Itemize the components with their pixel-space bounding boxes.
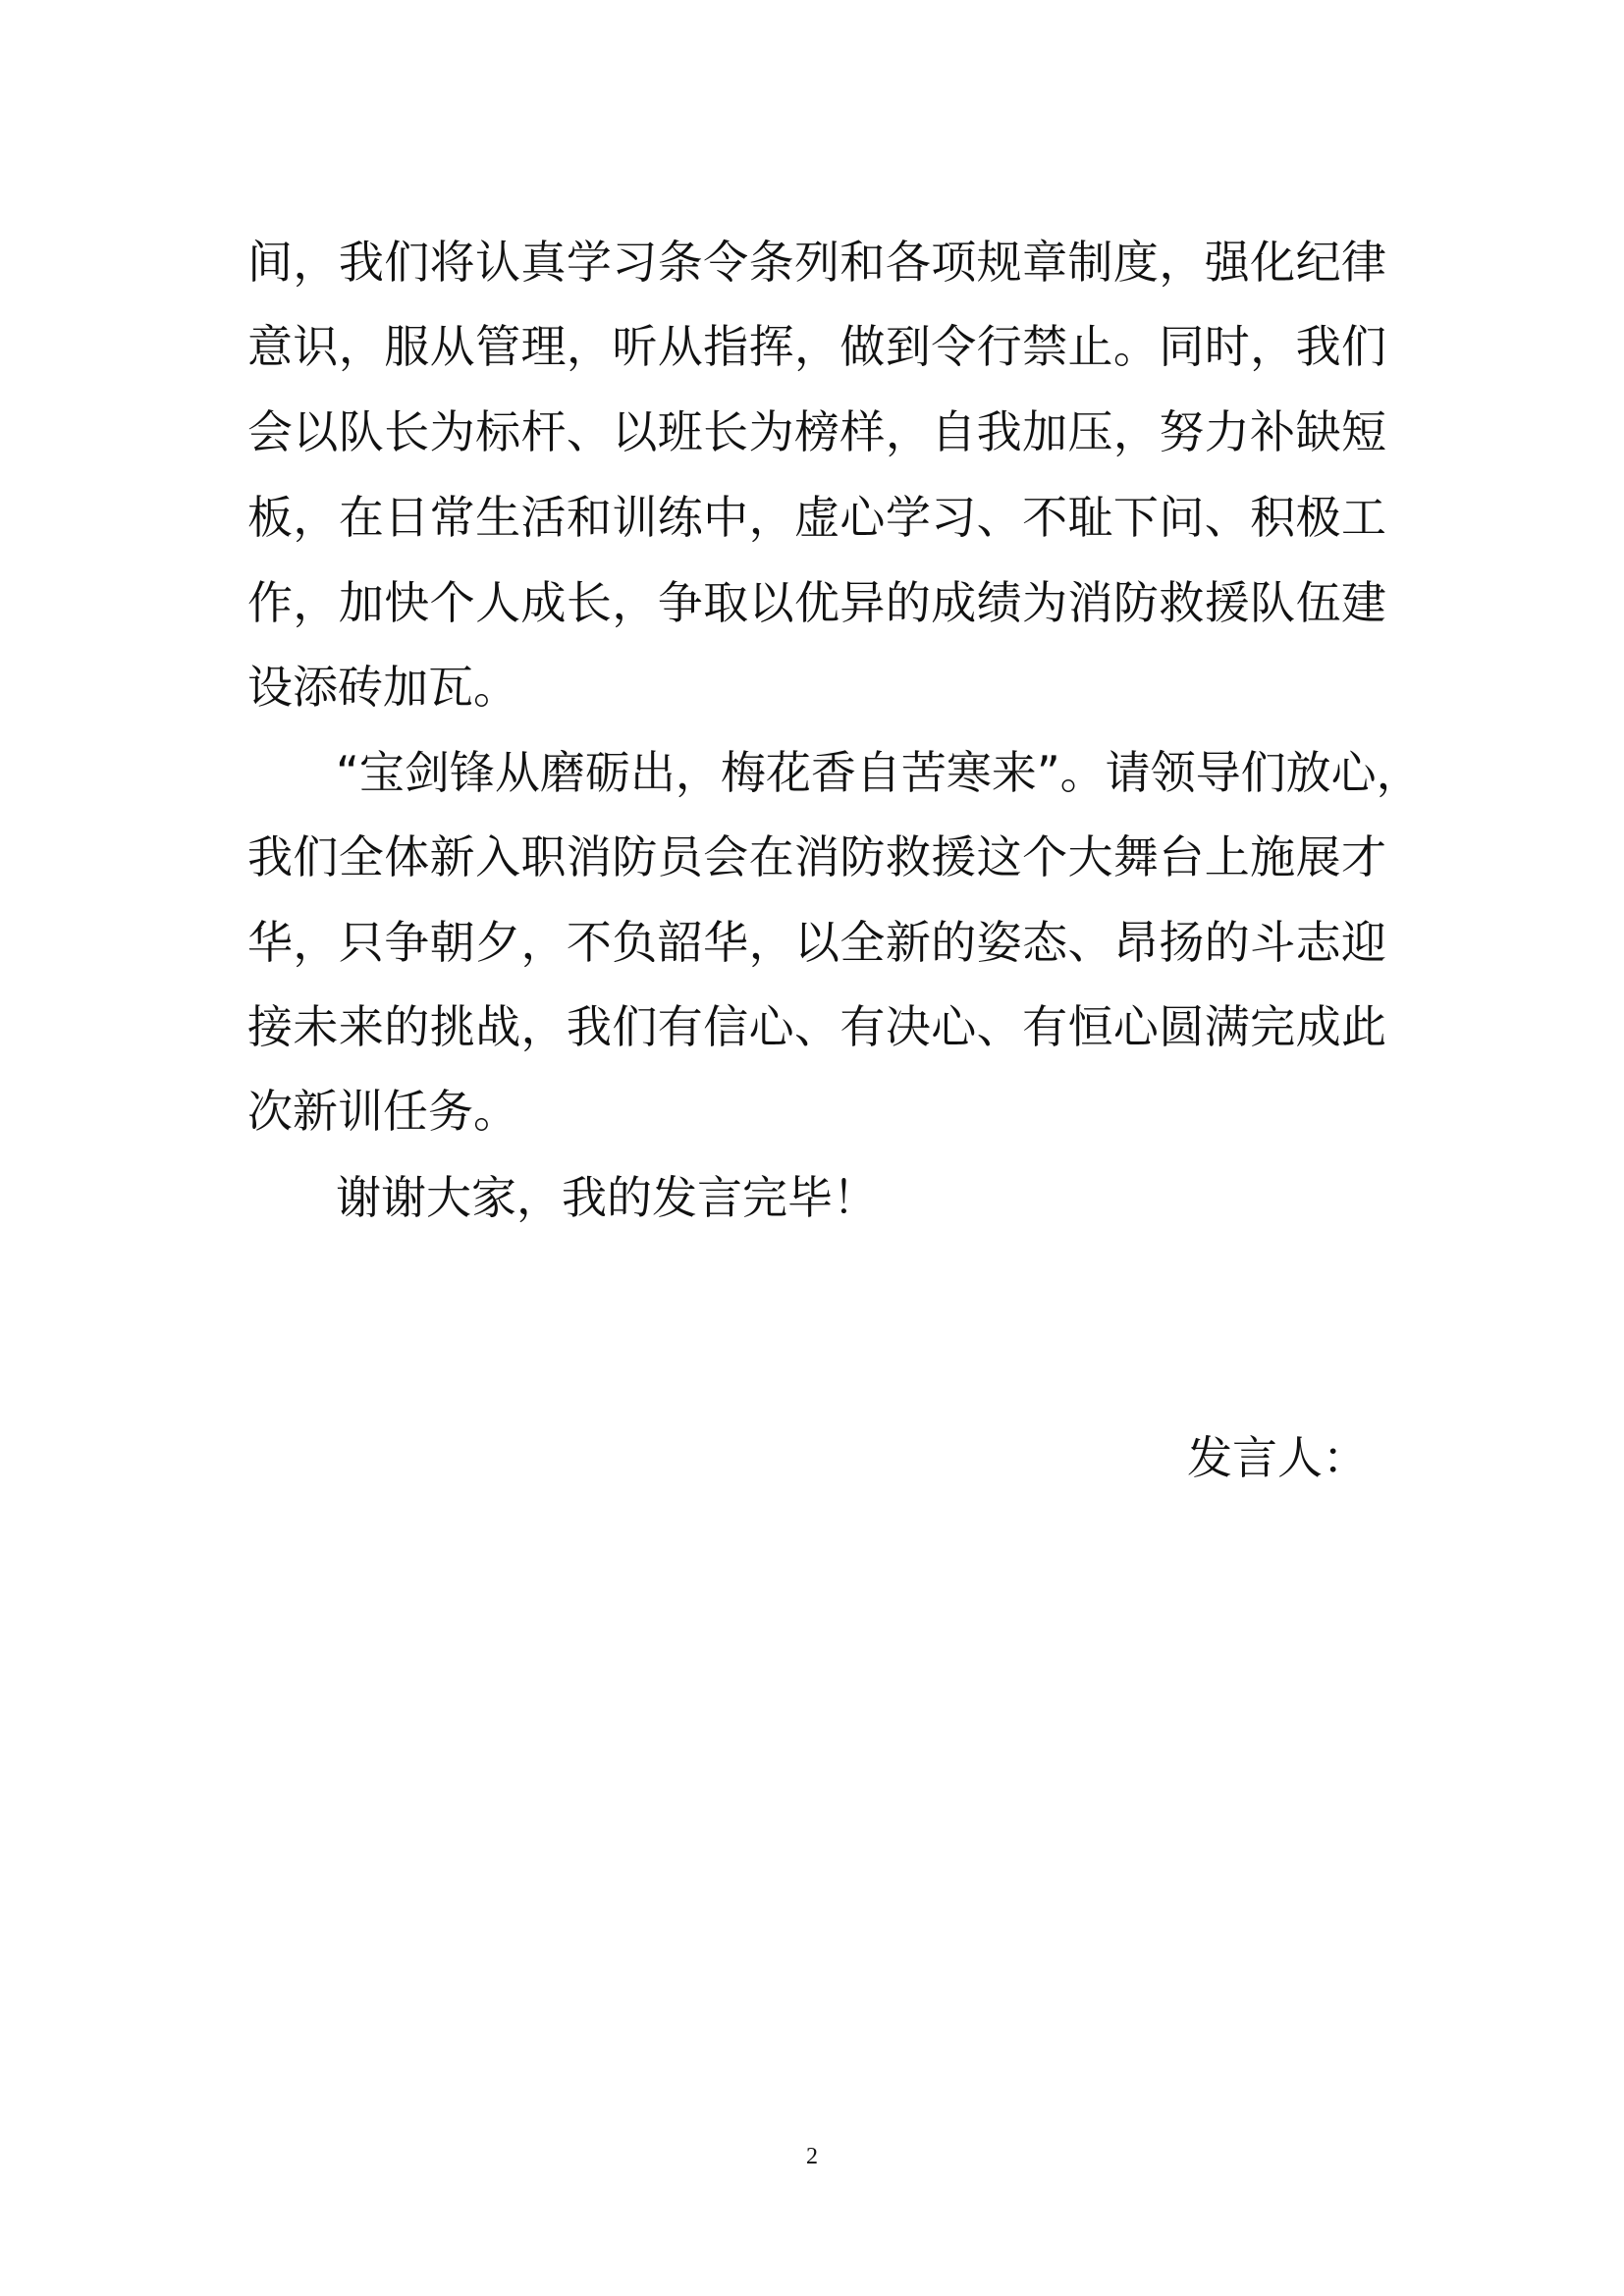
- text-line: 我们全体新入职消防员会在消防救援这个大舞台上施展才: [247, 830, 1386, 883]
- text-line: 板，在日常生活和训练中，虚心学习、不耻下问、积极工: [247, 491, 1386, 544]
- text-line: 意识，服从管理，听从指挥，做到令行禁止。同时，我们: [247, 320, 1386, 373]
- text-line: 谢谢大家，我的发言完毕！: [336, 1171, 878, 1224]
- text-line: 设添砖加瓦。: [247, 661, 518, 714]
- text-line: 华，只争朝夕，不负韶华，以全新的姿态、昂扬的斗志迎: [247, 916, 1386, 969]
- text-line: 间，我们将认真学习条令条列和各项规章制度，强化纪律: [247, 236, 1386, 289]
- text-line: 次新训任务。: [247, 1085, 518, 1138]
- speaker-signature: 发言人：: [1187, 1431, 1368, 1484]
- text-line: 会以队长为标杆、以班长为榜样，自我加压，努力补缺短: [247, 405, 1386, 458]
- page-number: 2: [806, 2144, 818, 2169]
- text-line: “宝剑锋从磨砺出，梅花香自苦寒来”。请领导们放心，: [336, 746, 1422, 799]
- text-line: 接未来的挑战，我们有信心、有决心、有恒心圆满完成此: [247, 1000, 1386, 1053]
- text-line: 作，加快个人成长，争取以优异的成绩为消防救援队伍建: [247, 576, 1386, 629]
